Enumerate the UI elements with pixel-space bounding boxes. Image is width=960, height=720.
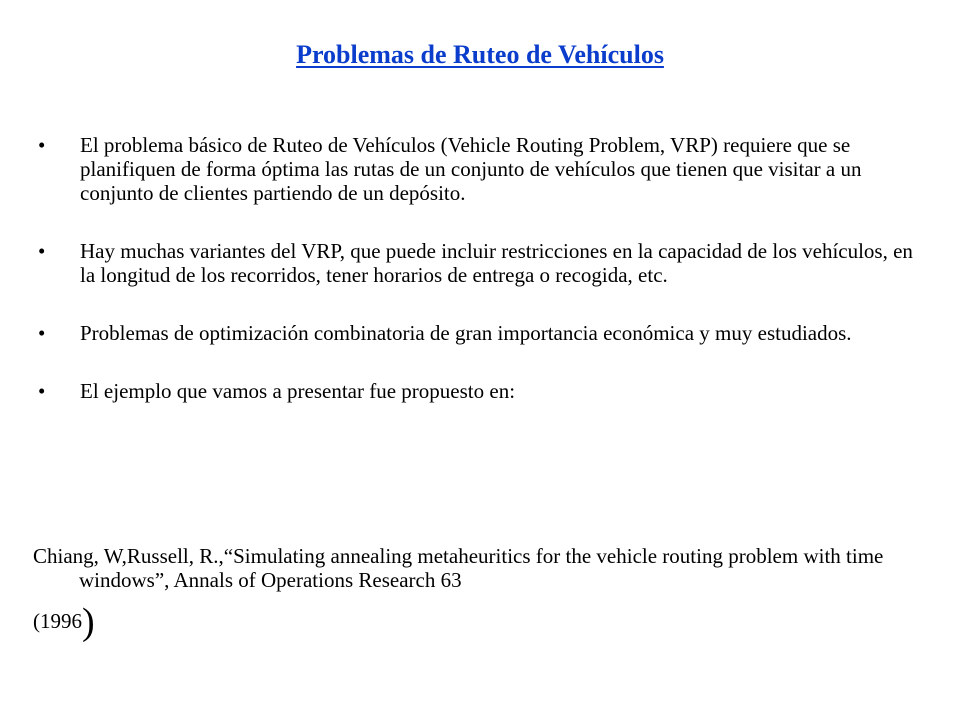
reference-text: Chiang, W,Russell, R.,“Simulating annealing metaheuritics for the vehicle routing problem with time windows”, Annals of Operations Research 63: [33, 544, 884, 592]
bullet-text: El ejemplo que vamos a presentar fue propuesto en:: [80, 379, 516, 403]
bullet-item: [38, 321, 918, 345]
bullet-item: [38, 379, 918, 403]
reference-year-line: [33, 601, 95, 643]
reference-closing-paren: ): [82, 601, 95, 643]
bullet-dot: •: [38, 379, 46, 403]
bullet-list: [38, 133, 918, 437]
reference-year: (1996: [33, 609, 82, 633]
bullet-item: [38, 133, 918, 205]
bullet-text: Hay muchas variantes del VRP, que puede incluir restricciones en la capacidad de los vehículos, en la longitud de los recorridos, tener horarios de entrega o recogida, etc.: [80, 239, 913, 287]
reference-citation: [33, 544, 959, 643]
bullet-dot: •: [38, 321, 46, 345]
bullet-text: Problemas de optimización combinatoria de gran importancia económica y muy estudiados.: [80, 321, 852, 345]
bullet-text: El problema básico de Ruteo de Vehículos (Vehicle Routing Problem, VRP) requiere que se planifiquen de forma óptima las rutas de un conjunto de vehículos que tienen que visitar a un conjunto de clientes partiendo de un depósito.: [80, 133, 862, 205]
bullet-dot: •: [38, 133, 46, 157]
bullet-dot: •: [38, 239, 46, 263]
slide-title: Problemas de Ruteo de Vehículos: [296, 40, 664, 69]
bullet-item: [38, 239, 918, 287]
